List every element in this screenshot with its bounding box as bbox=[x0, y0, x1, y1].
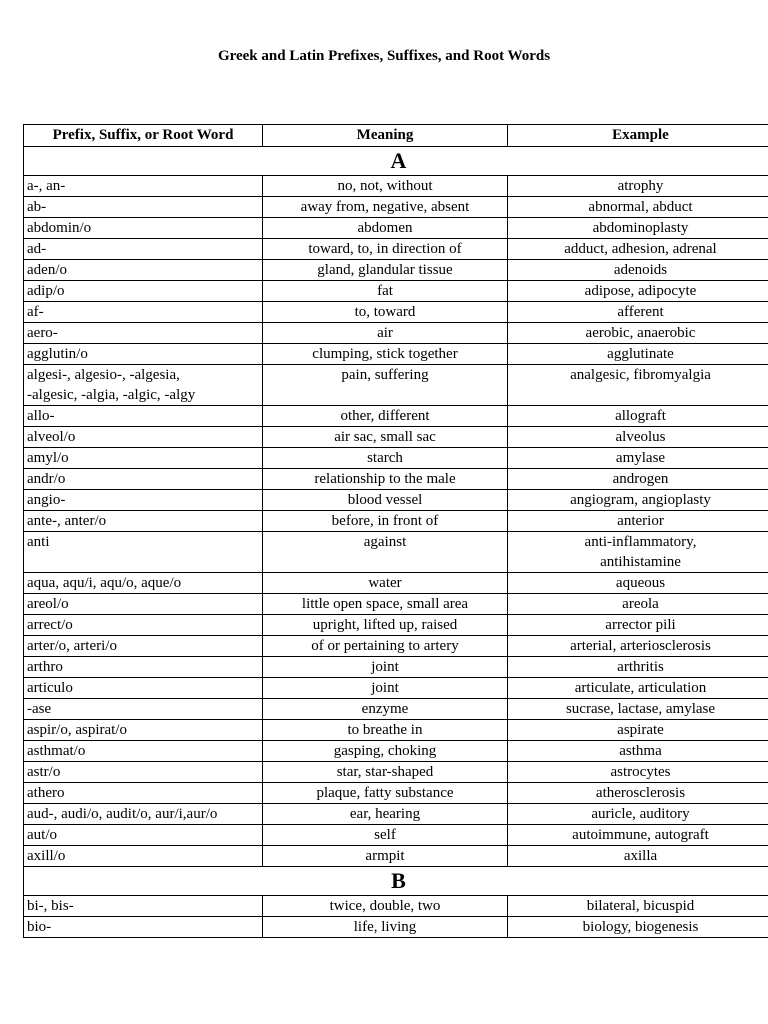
example-cell bbox=[508, 427, 768, 448]
example-cell-line: agglutinate bbox=[607, 346, 674, 362]
term-cell bbox=[24, 197, 263, 218]
meaning-cell bbox=[263, 741, 508, 762]
meaning-cell bbox=[263, 239, 508, 260]
term-cell-line: -ase bbox=[27, 701, 52, 717]
example-cell-line: auricle, auditory bbox=[591, 806, 690, 822]
example-cell-line: adenoids bbox=[613, 262, 668, 278]
example-cell bbox=[508, 511, 768, 532]
table-header-row bbox=[24, 125, 768, 147]
meaning-cell-line: no, not, without bbox=[337, 178, 433, 194]
example-cell bbox=[508, 846, 768, 867]
example-cell bbox=[508, 762, 768, 783]
meaning-cell bbox=[263, 323, 508, 344]
section-letter-row bbox=[24, 147, 768, 176]
term-cell bbox=[24, 804, 263, 825]
table-row bbox=[24, 678, 768, 699]
table-row bbox=[24, 657, 768, 678]
example-cell-line: anti-inflammatory, bbox=[584, 534, 697, 550]
example-cell bbox=[508, 365, 768, 406]
term-cell-line: anti bbox=[27, 534, 50, 550]
example-cell-line: analgesic, fibromyalgia bbox=[570, 367, 711, 383]
term-cell-line: algesi-, algesio-, -algesia, bbox=[27, 367, 180, 383]
term-cell-line: ab- bbox=[27, 199, 47, 215]
meaning-cell bbox=[263, 594, 508, 615]
term-cell-line: bi-, bis- bbox=[27, 898, 74, 914]
term-cell-line: aden/o bbox=[27, 262, 67, 278]
term-cell-line: arthro bbox=[27, 659, 63, 675]
example-cell bbox=[508, 720, 768, 741]
column-header-meaning: Meaning bbox=[263, 125, 508, 147]
meaning-cell-line: gland, glandular tissue bbox=[317, 262, 453, 278]
example-cell-line: abnormal, abduct bbox=[588, 199, 693, 215]
example-cell-line: atherosclerosis bbox=[595, 785, 686, 801]
table-row bbox=[24, 323, 768, 344]
meaning-cell bbox=[263, 260, 508, 281]
term-cell-line: af- bbox=[27, 304, 44, 320]
example-cell bbox=[508, 615, 768, 636]
example-cell-line: aerobic, anaerobic bbox=[585, 325, 696, 341]
example-cell bbox=[508, 469, 768, 490]
table-row bbox=[24, 511, 768, 532]
example-cell-line: adduct, adhesion, adrenal bbox=[564, 241, 717, 257]
table-row bbox=[24, 490, 768, 511]
meaning-cell-line: armpit bbox=[365, 848, 405, 864]
meaning-cell-line: before, in front of bbox=[331, 513, 439, 529]
table-row bbox=[24, 846, 768, 867]
table-row bbox=[24, 406, 768, 427]
meaning-cell bbox=[263, 511, 508, 532]
table-row bbox=[24, 469, 768, 490]
term-cell bbox=[24, 825, 263, 846]
example-cell bbox=[508, 825, 768, 846]
term-cell bbox=[24, 720, 263, 741]
example-cell bbox=[508, 323, 768, 344]
meaning-cell-line: against bbox=[363, 534, 407, 550]
example-cell-line: allograft bbox=[615, 408, 666, 424]
term-cell bbox=[24, 636, 263, 657]
table-row bbox=[24, 197, 768, 218]
example-cell bbox=[508, 406, 768, 427]
example-cell bbox=[508, 197, 768, 218]
table-row bbox=[24, 448, 768, 469]
table-row bbox=[24, 573, 768, 594]
term-cell-line: areol/o bbox=[27, 596, 69, 612]
meaning-cell-line: pain, suffering bbox=[341, 367, 429, 383]
term-cell-line: astr/o bbox=[27, 764, 61, 780]
meaning-cell-line: ear, hearing bbox=[349, 806, 421, 822]
term-cell-line: allo- bbox=[27, 408, 55, 424]
term-cell bbox=[24, 344, 263, 365]
term-cell-line: ad- bbox=[27, 241, 47, 257]
example-cell-line: amylase bbox=[615, 450, 666, 466]
example-cell-line: atrophy bbox=[617, 178, 664, 194]
example-cell bbox=[508, 783, 768, 804]
section-letter-row bbox=[24, 867, 768, 896]
term-cell-line: a-, an- bbox=[27, 178, 66, 194]
example-cell-line: adipose, adipocyte bbox=[584, 283, 697, 299]
table-row bbox=[24, 762, 768, 783]
meaning-cell bbox=[263, 615, 508, 636]
meaning-cell-line: relationship to the male bbox=[314, 471, 456, 487]
table-row bbox=[24, 741, 768, 762]
table-row bbox=[24, 344, 768, 365]
table-row bbox=[24, 239, 768, 260]
meaning-cell bbox=[263, 218, 508, 239]
term-cell-line: aspir/o, aspirat/o bbox=[27, 722, 127, 738]
meaning-cell bbox=[263, 490, 508, 511]
example-cell bbox=[508, 804, 768, 825]
example-cell bbox=[508, 218, 768, 239]
example-cell bbox=[508, 896, 768, 917]
table-row bbox=[24, 825, 768, 846]
column-header-term: Prefix, Suffix, or Root Word bbox=[24, 125, 263, 147]
meaning-cell-line: blood vessel bbox=[347, 492, 423, 508]
meaning-cell bbox=[263, 406, 508, 427]
meaning-cell bbox=[263, 532, 508, 573]
meaning-cell bbox=[263, 469, 508, 490]
meaning-cell bbox=[263, 825, 508, 846]
example-cell bbox=[508, 573, 768, 594]
table-row bbox=[24, 804, 768, 825]
example-cell-line: autoimmune, autograft bbox=[572, 827, 709, 843]
section-letter: B bbox=[24, 867, 768, 896]
term-cell-line: angio- bbox=[27, 492, 66, 508]
table-row bbox=[24, 427, 768, 448]
term-cell-line: adip/o bbox=[27, 283, 65, 299]
example-cell-line: androgen bbox=[612, 471, 669, 487]
section-letter: A bbox=[24, 147, 768, 176]
term-cell bbox=[24, 218, 263, 239]
term-cell-line: aqua, aqu/i, aqu/o, aque/o bbox=[27, 575, 182, 591]
term-cell bbox=[24, 469, 263, 490]
table-row bbox=[24, 636, 768, 657]
term-cell bbox=[24, 657, 263, 678]
meaning-cell-line: toward, to, in direction of bbox=[308, 241, 462, 257]
meaning-cell bbox=[263, 720, 508, 741]
term-cell bbox=[24, 615, 263, 636]
meaning-cell-line: starch bbox=[367, 450, 403, 466]
term-cell bbox=[24, 699, 263, 720]
table-row bbox=[24, 365, 768, 406]
example-cell bbox=[508, 239, 768, 260]
meaning-cell-line: twice, double, two bbox=[329, 898, 441, 914]
term-cell-line: aero- bbox=[27, 325, 58, 341]
term-cell bbox=[24, 762, 263, 783]
meaning-cell bbox=[263, 176, 508, 197]
term-cell bbox=[24, 239, 263, 260]
term-cell bbox=[24, 490, 263, 511]
meaning-cell-line: little open space, small area bbox=[301, 596, 469, 612]
example-cell bbox=[508, 917, 768, 938]
term-cell bbox=[24, 783, 263, 804]
meaning-cell-line: clumping, stick together bbox=[312, 346, 458, 362]
example-cell bbox=[508, 594, 768, 615]
example-cell bbox=[508, 657, 768, 678]
example-cell-line: antihistamine bbox=[600, 554, 681, 570]
table-row bbox=[24, 594, 768, 615]
meaning-cell bbox=[263, 365, 508, 406]
example-cell-line: alveolus bbox=[615, 429, 666, 445]
example-cell-line: asthma bbox=[619, 743, 662, 759]
meaning-cell bbox=[263, 699, 508, 720]
term-cell bbox=[24, 741, 263, 762]
term-cell-line: -algesic, -algia, -algic, -algy bbox=[27, 387, 196, 403]
term-cell-line: arrect/o bbox=[27, 617, 73, 633]
meaning-cell-line: fat bbox=[377, 283, 393, 299]
example-cell bbox=[508, 741, 768, 762]
example-cell-line: angiogram, angioplasty bbox=[570, 492, 711, 508]
example-cell-line: abdominoplasty bbox=[592, 220, 689, 236]
term-cell-line: axill/o bbox=[27, 848, 66, 864]
example-cell bbox=[508, 490, 768, 511]
term-cell bbox=[24, 896, 263, 917]
meaning-cell-line: upright, lifted up, raised bbox=[312, 617, 458, 633]
meaning-cell-line: water bbox=[368, 575, 402, 591]
example-cell bbox=[508, 281, 768, 302]
meaning-cell bbox=[263, 846, 508, 867]
term-cell-line: aut/o bbox=[27, 827, 57, 843]
glossary-table bbox=[23, 124, 768, 938]
example-cell-line: astrocytes bbox=[610, 764, 671, 780]
meaning-cell-line: joint bbox=[371, 659, 399, 675]
example-cell bbox=[508, 678, 768, 699]
term-cell bbox=[24, 573, 263, 594]
term-cell-line: agglutin/o bbox=[27, 346, 88, 362]
meaning-cell-line: star, star-shaped bbox=[336, 764, 434, 780]
meaning-cell bbox=[263, 896, 508, 917]
meaning-cell-line: of or pertaining to artery bbox=[311, 638, 459, 654]
example-cell-line: anterior bbox=[617, 513, 664, 529]
meaning-cell-line: abdomen bbox=[357, 220, 413, 236]
table-row bbox=[24, 917, 768, 938]
meaning-cell bbox=[263, 917, 508, 938]
example-cell bbox=[508, 176, 768, 197]
meaning-cell-line: to, toward bbox=[354, 304, 416, 320]
example-cell-line: arrector pili bbox=[605, 617, 676, 633]
term-cell-line: articulo bbox=[27, 680, 73, 696]
meaning-cell-line: enzyme bbox=[361, 701, 409, 717]
term-cell bbox=[24, 406, 263, 427]
term-cell bbox=[24, 323, 263, 344]
example-cell-line: sucrase, lactase, amylase bbox=[565, 701, 716, 717]
table-row bbox=[24, 699, 768, 720]
table-row bbox=[24, 896, 768, 917]
term-cell bbox=[24, 846, 263, 867]
term-cell bbox=[24, 427, 263, 448]
table-row bbox=[24, 260, 768, 281]
term-cell bbox=[24, 594, 263, 615]
example-cell-line: arterial, arteriosclerosis bbox=[570, 638, 711, 654]
meaning-cell-line: other, different bbox=[340, 408, 430, 424]
example-cell bbox=[508, 344, 768, 365]
example-cell-line: articulate, articulation bbox=[574, 680, 707, 696]
term-cell-line: abdomin/o bbox=[27, 220, 92, 236]
term-cell bbox=[24, 917, 263, 938]
example-cell-line: aqueous bbox=[615, 575, 666, 591]
term-cell-line: bio- bbox=[27, 919, 52, 935]
term-cell bbox=[24, 176, 263, 197]
term-cell-line: aud-, audi/o, audit/o, aur/i,aur/o bbox=[27, 806, 218, 822]
table-row bbox=[24, 720, 768, 741]
example-cell-line: axilla bbox=[623, 848, 658, 864]
term-cell bbox=[24, 260, 263, 281]
example-cell-line: biology, biogenesis bbox=[582, 919, 699, 935]
example-cell bbox=[508, 532, 768, 573]
meaning-cell bbox=[263, 657, 508, 678]
example-cell bbox=[508, 699, 768, 720]
term-cell-line: athero bbox=[27, 785, 65, 801]
meaning-cell bbox=[263, 427, 508, 448]
term-cell-line: ante-, anter/o bbox=[27, 513, 107, 529]
table-row bbox=[24, 615, 768, 636]
meaning-cell-line: to breathe in bbox=[347, 722, 423, 738]
table-row bbox=[24, 218, 768, 239]
table-row bbox=[24, 783, 768, 804]
meaning-cell-line: self bbox=[374, 827, 396, 843]
example-cell-line: areola bbox=[622, 596, 659, 612]
term-cell bbox=[24, 448, 263, 469]
term-cell bbox=[24, 365, 263, 406]
term-cell bbox=[24, 281, 263, 302]
example-cell-line: bilateral, bicuspid bbox=[586, 898, 695, 914]
term-cell-line: andr/o bbox=[27, 471, 66, 487]
example-cell bbox=[508, 636, 768, 657]
meaning-cell bbox=[263, 636, 508, 657]
table-row bbox=[24, 302, 768, 323]
meaning-cell-line: plaque, fatty substance bbox=[316, 785, 454, 801]
meaning-cell bbox=[263, 197, 508, 218]
meaning-cell-line: away from, negative, absent bbox=[300, 199, 470, 215]
term-cell bbox=[24, 302, 263, 323]
meaning-cell bbox=[263, 678, 508, 699]
meaning-cell-line: air sac, small sac bbox=[334, 429, 436, 445]
meaning-cell-line: gasping, choking bbox=[333, 743, 437, 759]
example-cell bbox=[508, 302, 768, 323]
table-row bbox=[24, 532, 768, 573]
meaning-cell bbox=[263, 281, 508, 302]
column-header-example: Example bbox=[508, 125, 768, 147]
example-cell bbox=[508, 448, 768, 469]
term-cell-line: amyl/o bbox=[27, 450, 69, 466]
term-cell bbox=[24, 678, 263, 699]
term-cell-line: arter/o, arteri/o bbox=[27, 638, 117, 654]
term-cell bbox=[24, 511, 263, 532]
meaning-cell bbox=[263, 448, 508, 469]
meaning-cell-line: joint bbox=[371, 680, 399, 696]
table-row bbox=[24, 176, 768, 197]
example-cell bbox=[508, 260, 768, 281]
meaning-cell-line: air bbox=[377, 325, 393, 341]
term-cell-line: alveol/o bbox=[27, 429, 76, 445]
example-cell-line: afferent bbox=[617, 304, 664, 320]
table-body bbox=[24, 147, 768, 938]
meaning-cell bbox=[263, 344, 508, 365]
meaning-cell bbox=[263, 783, 508, 804]
meaning-cell-line: life, living bbox=[353, 919, 417, 935]
term-cell bbox=[24, 532, 263, 573]
page-title: Greek and Latin Prefixes, Suffixes, and Root Words bbox=[217, 48, 551, 64]
meaning-cell bbox=[263, 762, 508, 783]
example-cell-line: arthritis bbox=[617, 659, 664, 675]
table-row bbox=[24, 281, 768, 302]
meaning-cell bbox=[263, 302, 508, 323]
term-cell-line: asthmat/o bbox=[27, 743, 86, 759]
meaning-cell bbox=[263, 804, 508, 825]
example-cell-line: aspirate bbox=[617, 722, 664, 738]
meaning-cell bbox=[263, 573, 508, 594]
